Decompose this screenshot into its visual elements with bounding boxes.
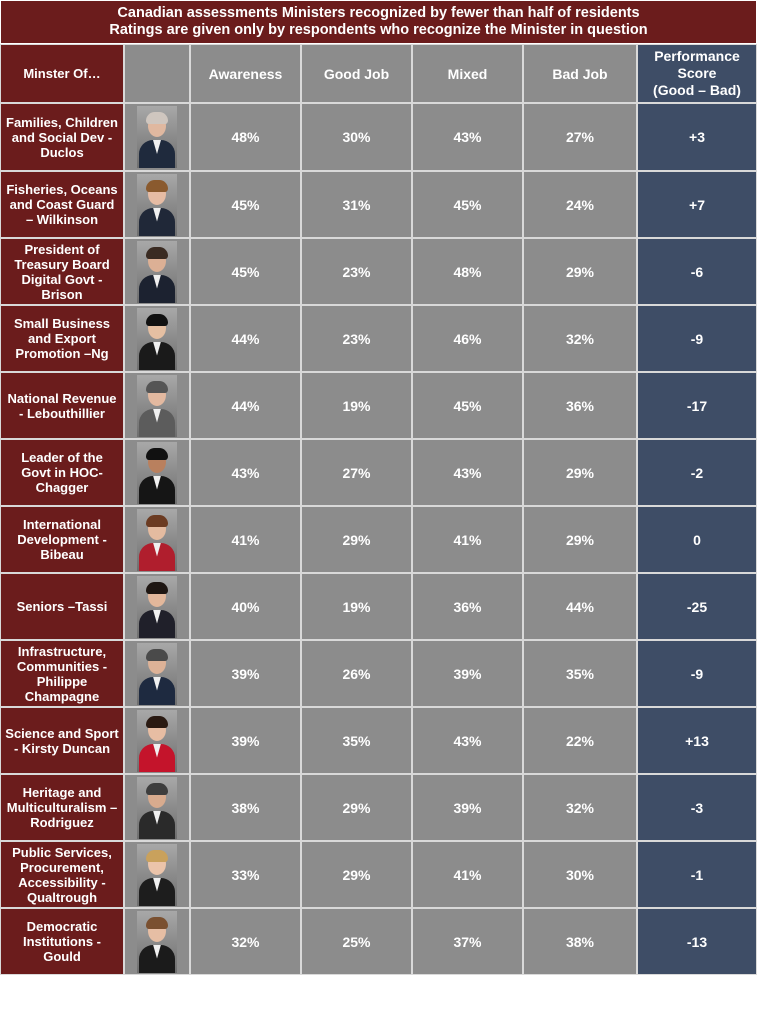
awareness-value: 33%	[190, 841, 301, 908]
mixed-value: 43%	[412, 103, 523, 171]
header-perf-line-2: Score	[677, 65, 717, 81]
bad-job-value: 30%	[523, 841, 637, 908]
good-job-value: 23%	[301, 238, 412, 305]
mixed-value: 48%	[412, 238, 523, 305]
title-line-1: Canadian assessments Ministers recognized by fewer than half of residents	[117, 5, 640, 21]
minister-name: International Development - Bibeau	[0, 506, 124, 573]
minister-photo-cell	[124, 908, 190, 975]
performance-score-value: -17	[637, 372, 757, 439]
awareness-value: 39%	[190, 707, 301, 774]
good-job-value: 23%	[301, 305, 412, 372]
mixed-value: 46%	[412, 305, 523, 372]
minister-photo-lebouthillier	[137, 375, 177, 437]
mixed-value: 36%	[412, 573, 523, 640]
minister-photo-tassi	[137, 576, 177, 638]
minister-photo-champagne	[137, 643, 177, 705]
performance-score-value: -6	[637, 238, 757, 305]
good-job-value: 19%	[301, 573, 412, 640]
minister-photo-cell	[124, 640, 190, 707]
header-mixed: Mixed	[412, 44, 523, 103]
minister-photo-cell	[124, 439, 190, 506]
awareness-value: 48%	[190, 103, 301, 171]
mixed-value: 39%	[412, 774, 523, 841]
minister-name: Infrastructure, Communities - Philippe Champagne	[0, 640, 124, 707]
bad-job-value: 32%	[523, 305, 637, 372]
performance-score-value: +3	[637, 103, 757, 171]
minister-photo-bibeau	[137, 509, 177, 571]
minister-name: Public Services, Procurement, Accessibility - Qualtrough	[0, 841, 124, 908]
performance-score-value: 0	[637, 506, 757, 573]
awareness-value: 40%	[190, 573, 301, 640]
header-photo	[124, 44, 190, 103]
minister-name: Democratic Institutions - Gould	[0, 908, 124, 975]
awareness-value: 43%	[190, 439, 301, 506]
table-title	[0, 0, 757, 44]
minister-photo-cell	[124, 103, 190, 171]
minister-name: President of Treasury Board Digital Govt - Brison	[0, 238, 124, 305]
minister-photo-cell	[124, 171, 190, 238]
bad-job-value: 22%	[523, 707, 637, 774]
minister-photo-cell	[124, 506, 190, 573]
minister-photo-cell	[124, 774, 190, 841]
minister-photo-cell	[124, 305, 190, 372]
header-good-job: Good Job	[301, 44, 412, 103]
minister-photo-cell	[124, 573, 190, 640]
bad-job-value: 44%	[523, 573, 637, 640]
bad-job-value: 27%	[523, 103, 637, 171]
mixed-value: 43%	[412, 439, 523, 506]
performance-score-value: -25	[637, 573, 757, 640]
performance-score-value: -1	[637, 841, 757, 908]
awareness-value: 45%	[190, 171, 301, 238]
minister-name: Science and Sport - Kirsty Duncan	[0, 707, 124, 774]
performance-score-value: +7	[637, 171, 757, 238]
minister-name: Fisheries, Oceans and Coast Guard – Wilkinson	[0, 171, 124, 238]
header-perf-line-1: Performance	[654, 48, 740, 64]
good-job-value: 29%	[301, 506, 412, 573]
bad-job-value: 36%	[523, 372, 637, 439]
awareness-value: 41%	[190, 506, 301, 573]
minister-name: Families, Children and Social Dev - Duclos	[0, 103, 124, 171]
minister-photo-chagger	[137, 442, 177, 504]
minister-name: Small Business and Export Promotion –Ng	[0, 305, 124, 372]
bad-job-value: 32%	[523, 774, 637, 841]
minister-photo-duncan	[137, 710, 177, 772]
bad-job-value: 24%	[523, 171, 637, 238]
bad-job-value: 29%	[523, 439, 637, 506]
minister-photo-ng	[137, 308, 177, 370]
good-job-value: 35%	[301, 707, 412, 774]
bad-job-value: 38%	[523, 908, 637, 975]
performance-score-value: -3	[637, 774, 757, 841]
minister-photo-cell	[124, 238, 190, 305]
performance-score-value: -9	[637, 305, 757, 372]
good-job-value: 26%	[301, 640, 412, 707]
good-job-value: 29%	[301, 774, 412, 841]
good-job-value: 19%	[301, 372, 412, 439]
table-grid	[0, 44, 757, 975]
header-minister: Minster Of…	[0, 44, 124, 103]
awareness-value: 45%	[190, 238, 301, 305]
minister-photo-gould	[137, 911, 177, 973]
mixed-value: 43%	[412, 707, 523, 774]
minister-name: Seniors –Tassi	[0, 573, 124, 640]
minister-photo-wilkinson	[137, 174, 177, 236]
minister-photo-cell	[124, 841, 190, 908]
minister-photo-cell	[124, 372, 190, 439]
good-job-value: 27%	[301, 439, 412, 506]
minister-name: National Revenue - Lebouthillier	[0, 372, 124, 439]
mixed-value: 39%	[412, 640, 523, 707]
good-job-value: 25%	[301, 908, 412, 975]
bad-job-value: 29%	[523, 238, 637, 305]
title-line-2: Ratings are given only by respondents who recognize the Minister in question	[109, 22, 648, 38]
bad-job-value: 35%	[523, 640, 637, 707]
mixed-value: 37%	[412, 908, 523, 975]
awareness-value: 44%	[190, 372, 301, 439]
header-bad-job: Bad Job	[523, 44, 637, 103]
performance-score-value: -13	[637, 908, 757, 975]
awareness-value: 39%	[190, 640, 301, 707]
bad-job-value: 29%	[523, 506, 637, 573]
mixed-value: 41%	[412, 841, 523, 908]
good-job-value: 29%	[301, 841, 412, 908]
minister-photo-qualtrough	[137, 844, 177, 906]
mixed-value: 45%	[412, 372, 523, 439]
header-performance-score	[637, 44, 757, 103]
mixed-value: 41%	[412, 506, 523, 573]
performance-score-value: +13	[637, 707, 757, 774]
good-job-value: 31%	[301, 171, 412, 238]
awareness-value: 32%	[190, 908, 301, 975]
awareness-value: 44%	[190, 305, 301, 372]
header-awareness: Awareness	[190, 44, 301, 103]
minister-name: Heritage and Multiculturalism – Rodriguez	[0, 774, 124, 841]
performance-score-value: -9	[637, 640, 757, 707]
minister-photo-rodriguez	[137, 777, 177, 839]
minister-photo-duclos	[137, 106, 177, 168]
minister-photo-cell	[124, 707, 190, 774]
minister-photo-brison	[137, 241, 177, 303]
good-job-value: 30%	[301, 103, 412, 171]
performance-score-value: -2	[637, 439, 757, 506]
mixed-value: 45%	[412, 171, 523, 238]
minister-name: Leader of the Govt in HOC-Chagger	[0, 439, 124, 506]
awareness-value: 38%	[190, 774, 301, 841]
header-perf-line-3: (Good – Bad)	[653, 82, 741, 98]
